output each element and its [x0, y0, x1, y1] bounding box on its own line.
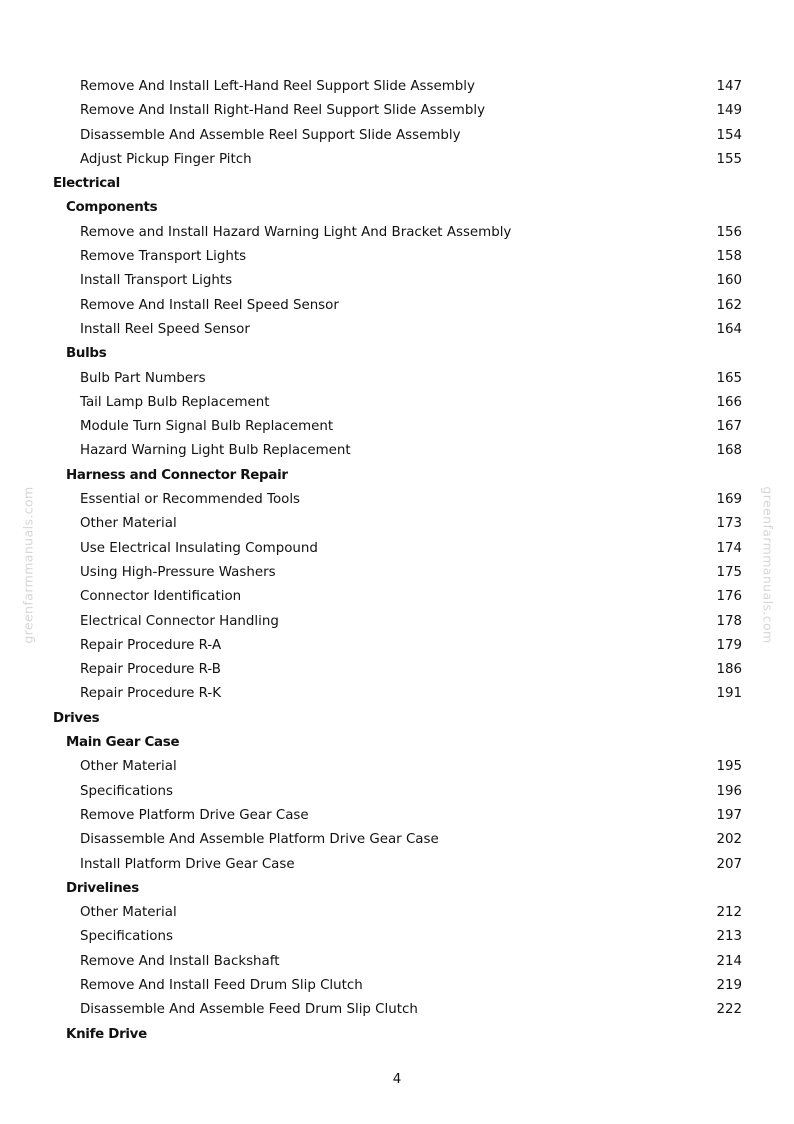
- toc-entry-title: Essential or Recommended Tools: [80, 492, 301, 508]
- toc-entry[interactable]: [0, 269, 794, 293]
- toc-entry-page: 219: [716, 977, 742, 993]
- toc-entry-title: Remove And Install Right-Hand Reel Support Slide Assembly: [80, 103, 486, 119]
- toc-entry-title: Disassemble And Assemble Platform Drive Gear Case: [80, 832, 439, 848]
- toc-entry-page: 196: [716, 783, 742, 799]
- toc-entry-page: 158: [716, 249, 742, 265]
- toc-entry[interactable]: [0, 682, 794, 706]
- toc-entry-page: 186: [716, 662, 742, 678]
- table-of-contents: [0, 75, 794, 1047]
- toc-entry[interactable]: [0, 99, 794, 123]
- toc-entry-page: 173: [716, 516, 742, 532]
- toc-entry-title: Drivelines: [66, 880, 139, 896]
- toc-entry-page: 164: [716, 321, 742, 337]
- toc-entry-title: Install Reel Speed Sensor: [80, 321, 250, 337]
- toc-entry[interactable]: [0, 537, 794, 561]
- toc-entry-page: 168: [716, 443, 742, 459]
- toc-entry-title: Repair Procedure R-A: [80, 637, 222, 653]
- toc-entry[interactable]: [0, 925, 794, 949]
- toc-entry-title: Remove and Install Hazard Warning Light And Bracket Assembly: [80, 224, 512, 240]
- toc-entry[interactable]: [0, 561, 794, 585]
- toc-entry-title: Module Turn Signal Bulb Replacement: [80, 419, 334, 435]
- toc-entry-title: Install Transport Lights: [80, 273, 233, 289]
- toc-entry-title: Connector Identification: [80, 589, 242, 605]
- toc-entry[interactable]: [0, 391, 794, 415]
- toc-entry-title: Hazard Warning Light Bulb Replacement: [80, 443, 351, 459]
- toc-entry-title: Knife Drive: [66, 1026, 147, 1042]
- toc-entry[interactable]: [0, 950, 794, 974]
- toc-entry-title: Remove And Install Reel Speed Sensor: [80, 297, 339, 313]
- toc-entry-page: 195: [716, 759, 742, 775]
- toc-section-heading[interactable]: [0, 172, 794, 196]
- toc-entry-page: 178: [716, 613, 742, 629]
- toc-entry[interactable]: [0, 439, 794, 463]
- toc-entry-title: Main Gear Case: [66, 735, 180, 751]
- toc-entry-title: Adjust Pickup Finger Pitch: [80, 151, 252, 167]
- toc-entry-title: Remove And Install Left-Hand Reel Support Slide Assembly: [80, 79, 475, 94]
- toc-entry[interactable]: [0, 755, 794, 779]
- toc-entry-title: Repair Procedure R-K: [80, 686, 222, 702]
- toc-entry[interactable]: [0, 658, 794, 682]
- toc-entry-title: Harness and Connector Repair: [66, 467, 288, 483]
- toc-entry-title: Remove And Install Backshaft: [80, 953, 280, 969]
- toc-entry[interactable]: [0, 367, 794, 391]
- toc-entry-page: 202: [716, 832, 742, 848]
- toc-entry[interactable]: [0, 998, 794, 1022]
- toc-entry-title: Disassemble And Assemble Feed Drum Slip Clutch: [80, 1002, 418, 1018]
- toc-entry-page: 147: [716, 79, 742, 94]
- toc-entry-page: 222: [716, 1002, 742, 1018]
- toc-entry-page: 169: [716, 492, 742, 508]
- toc-entry-page: 213: [716, 929, 742, 945]
- toc-entry-title: Components: [66, 200, 158, 216]
- toc-entry[interactable]: [0, 124, 794, 148]
- toc-entry[interactable]: [0, 780, 794, 804]
- page-number: 4: [392, 1072, 402, 1087]
- toc-entry-title: Install Platform Drive Gear Case: [80, 856, 295, 872]
- toc-entry-page: 175: [716, 564, 742, 580]
- toc-entry-title: Bulb Part Numbers: [80, 370, 206, 386]
- toc-entry[interactable]: [0, 610, 794, 634]
- toc-subsection-heading[interactable]: [0, 1023, 794, 1047]
- toc-entry[interactable]: [0, 853, 794, 877]
- toc-entry-title: Specifications: [80, 783, 173, 799]
- toc-entry-page: 149: [716, 103, 742, 119]
- watermark-left: greenfarmmanuals.com: [20, 486, 36, 644]
- toc-entry[interactable]: [0, 828, 794, 852]
- toc-entry[interactable]: [0, 148, 794, 172]
- toc-entry[interactable]: [0, 75, 794, 99]
- toc-entry-page: 212: [716, 905, 742, 921]
- toc-entry[interactable]: [0, 974, 794, 998]
- toc-entry-title: Electrical Connector Handling: [80, 613, 279, 629]
- toc-entry[interactable]: [0, 901, 794, 925]
- toc-entry-page: 207: [716, 856, 742, 872]
- watermark-right: greenfarmmanuals.com: [760, 486, 776, 644]
- toc-entry-title: Other Material: [80, 905, 177, 921]
- toc-entry-title: Remove And Install Feed Drum Slip Clutch: [80, 977, 363, 993]
- toc-entry[interactable]: [0, 512, 794, 536]
- toc-entry[interactable]: [0, 318, 794, 342]
- toc-subsection-heading[interactable]: [0, 196, 794, 220]
- toc-entry-title: Other Material: [80, 516, 177, 532]
- toc-entry-page: 214: [716, 953, 742, 969]
- toc-entry[interactable]: [0, 415, 794, 439]
- toc-entry-title: Bulbs: [66, 346, 107, 362]
- toc-entry-title: Use Electrical Insulating Compound: [80, 540, 318, 556]
- toc-entry-title: Remove Platform Drive Gear Case: [80, 807, 309, 823]
- toc-entry-page: 197: [716, 807, 742, 823]
- toc-entry-title: Tail Lamp Bulb Replacement: [80, 394, 270, 410]
- toc-entry-title: Remove Transport Lights: [80, 249, 247, 265]
- toc-entry-page: 176: [716, 589, 742, 605]
- toc-entry-page: 179: [716, 637, 742, 653]
- toc-entry[interactable]: [0, 221, 794, 245]
- toc-entry-page: 191: [716, 686, 742, 702]
- toc-entry-page: 160: [716, 273, 742, 289]
- toc-entry-page: 174: [716, 540, 742, 556]
- toc-entry-page: 155: [716, 151, 742, 167]
- toc-entry-page: 165: [716, 370, 742, 386]
- toc-entry-page: 167: [716, 419, 742, 435]
- toc-entry-title: Drives: [53, 710, 100, 726]
- toc-entry-page: 156: [716, 224, 742, 240]
- toc-subsection-heading[interactable]: [0, 464, 794, 488]
- toc-section-heading[interactable]: [0, 707, 794, 731]
- toc-entry-title: Other Material: [80, 759, 177, 775]
- toc-subsection-heading[interactable]: [0, 342, 794, 366]
- toc-entry-title: Electrical: [53, 176, 120, 192]
- toc-subsection-heading[interactable]: [0, 877, 794, 901]
- toc-entry[interactable]: [0, 585, 794, 609]
- toc-subsection-heading[interactable]: [0, 731, 794, 755]
- toc-entry-page: 166: [716, 394, 742, 410]
- toc-entry-page: 154: [716, 127, 742, 143]
- toc-entry[interactable]: [0, 804, 794, 828]
- toc-entry[interactable]: [0, 294, 794, 318]
- toc-entry[interactable]: [0, 634, 794, 658]
- toc-entry-title: Specifications: [80, 929, 173, 945]
- toc-entry-page: 162: [716, 297, 742, 313]
- toc-entry-title: Repair Procedure R-B: [80, 662, 221, 678]
- toc-entry[interactable]: [0, 488, 794, 512]
- toc-entry-title: Using High-Pressure Washers: [80, 564, 276, 580]
- toc-entry[interactable]: [0, 245, 794, 269]
- toc-entry-title: Disassemble And Assemble Reel Support Slide Assembly: [80, 127, 461, 143]
